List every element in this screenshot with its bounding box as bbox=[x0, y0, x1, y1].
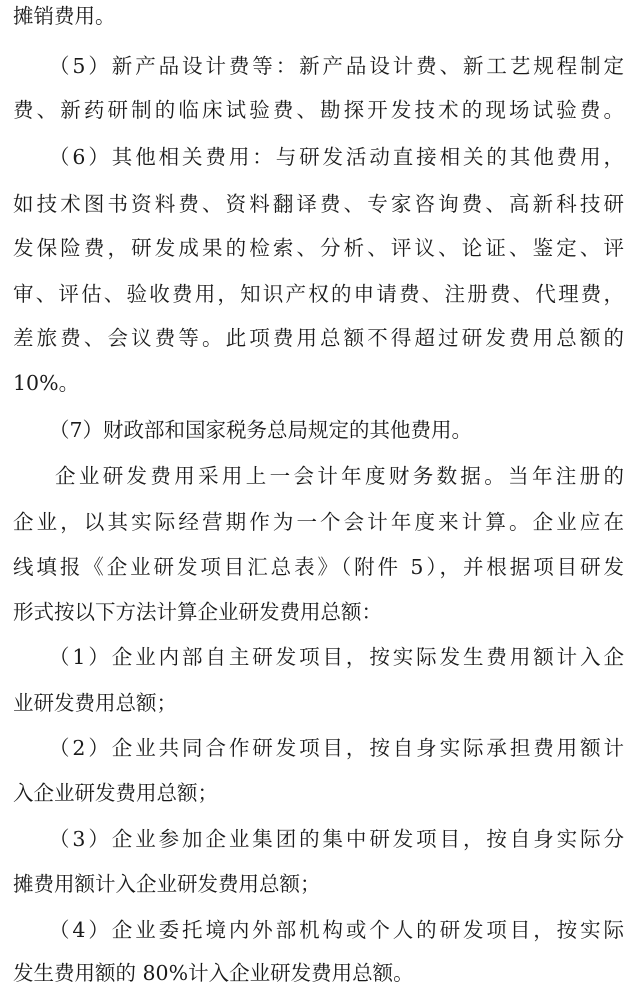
text-line: （6）其他相关费用：与研发活动直接相关的其他费用， bbox=[49, 145, 624, 169]
text-line: 费、新药研制的临床试验费、勘探开发技术的现场试验费。 bbox=[13, 98, 624, 122]
text-line: （5）新产品设计费等：新产品设计费、新工艺规程制定 bbox=[49, 54, 624, 78]
text-line: （7）财政部和国家税务总局规定的其他费用。 bbox=[49, 418, 473, 442]
text-line: 如技术图书资料费、资料翻译费、专家咨询费、高新科技研 bbox=[13, 192, 624, 216]
text-line: 入企业研发费用总额； bbox=[13, 781, 218, 805]
text-line: （4）企业委托境内外部机构或个人的研发项目，按实际 bbox=[49, 918, 624, 942]
text-line: 企业研发费用采用上一会计年度财务数据。当年注册的 bbox=[55, 464, 624, 488]
text-line: （1）企业内部自主研发项目，按实际发生费用额计入企 bbox=[49, 645, 624, 669]
text-line: 10%。 bbox=[13, 371, 80, 395]
text-line: 线填报《企业研发项目汇总表》（附件 5），并根据项目研发 bbox=[13, 555, 624, 579]
text-line: 企业，以其实际经营期作为一个会计年度来计算。企业应在 bbox=[13, 510, 624, 534]
text-line: 发生费用额的 80%计入企业研发费用总额。 bbox=[13, 961, 414, 985]
text-line: 发保险费，研发成果的检索、分析、评议、论证、鉴定、评 bbox=[13, 236, 624, 260]
text-line: （2）企业共同合作研发项目，按自身实际承担费用额计 bbox=[49, 736, 624, 760]
text-line: 业研发费用总额； bbox=[13, 691, 177, 715]
text-line: 摊费用额计入企业研发费用总额； bbox=[13, 872, 321, 896]
text-line: （3）企业参加企业集团的集中研发项目，按自身实际分 bbox=[49, 827, 624, 851]
text-line: 形式按以下方法计算企业研发费用总额： bbox=[13, 600, 382, 624]
text-line: 摊销费用。 bbox=[13, 4, 116, 28]
text-line: 差旅费、会议费等。此项费用总额不得超过研发费用总额的 bbox=[13, 326, 624, 350]
text-line: 审、评估、验收费用，知识产权的申请费、注册费、代理费， bbox=[13, 282, 624, 306]
